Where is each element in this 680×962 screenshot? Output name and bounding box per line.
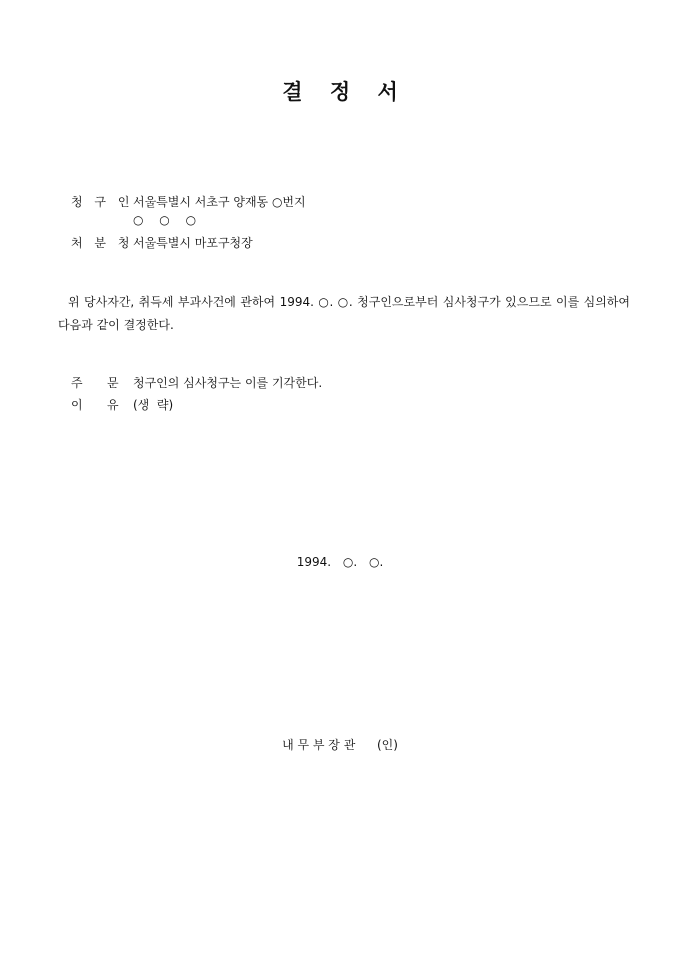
date-year: 1994. [296, 555, 332, 569]
document-title [0, 76, 680, 106]
decision-body-text: 위 당사자간, 취득세 부과사건에 관하여 1994. ○. ○. 청구인으로부터 심사청구가 있으므로 이를 심의하여 다음과 같이 결정한다. [58, 295, 630, 332]
order-label-char: 주 [71, 376, 83, 390]
disposition-office-label: 처 분 청 [71, 236, 134, 250]
date-month: ○. [342, 555, 358, 569]
claimant-name: ○ ○ ○ [133, 213, 203, 227]
title-char: 정 [329, 79, 351, 104]
issuer-line [0, 736, 680, 753]
title-char: 결 [282, 79, 303, 104]
issuer-seal: (인) [376, 738, 398, 752]
date-day: ○. [369, 555, 384, 569]
order-value: 청구인의 심사청구는 이를 기각한다. [133, 376, 323, 390]
reason-value: (생 략) [133, 398, 174, 412]
reason-label-char: 유 [107, 398, 119, 412]
claimant-address: 서울특별시 서초구 양재동 ○번지 [133, 195, 306, 209]
issuer-name: 내 무 부 장 관 [282, 738, 356, 752]
reason-label-char: 이 [71, 398, 83, 412]
title-char: 서 [377, 79, 398, 104]
order-label-char: 문 [107, 376, 119, 390]
decision-date [0, 555, 680, 569]
disposition-office-value: 서울특별시 마포구청장 [133, 236, 253, 250]
claimant-label: 청 구 인 [71, 195, 134, 209]
